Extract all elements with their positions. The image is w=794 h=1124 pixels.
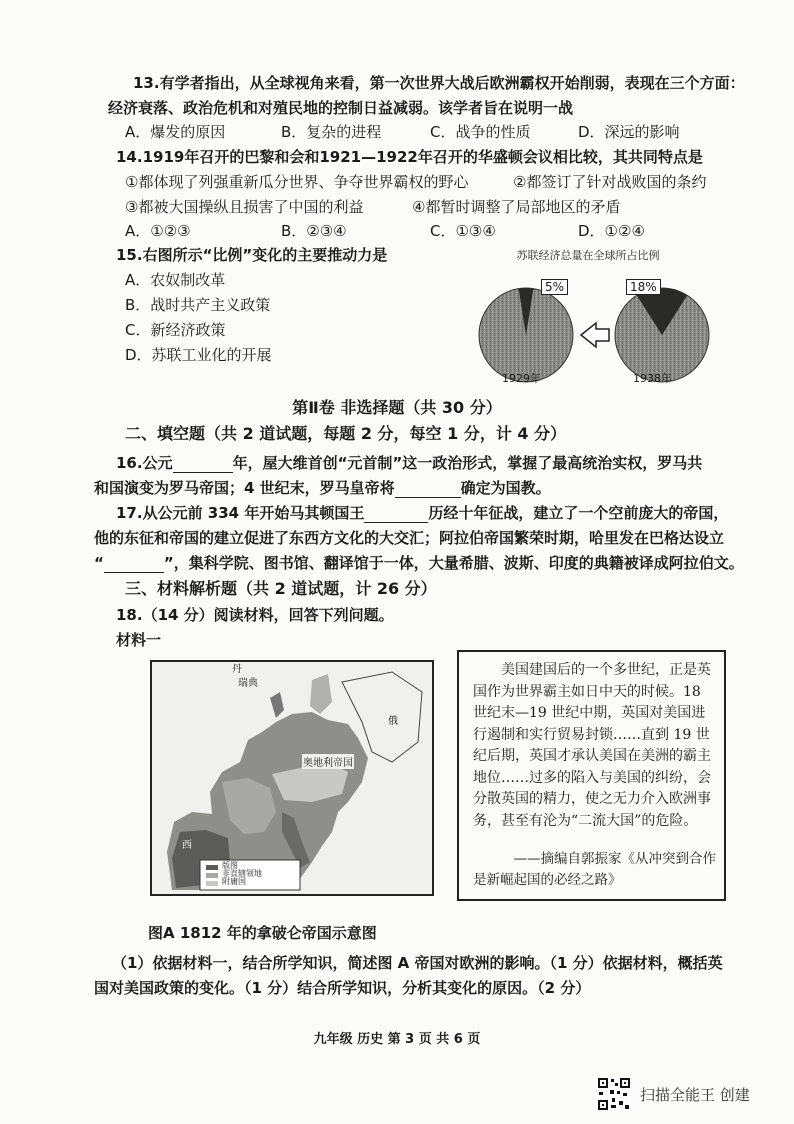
q16-text-b: 年，屋大维首创“元首制”这一政治形式，掌握了最高统治实权，罗马共 — [232, 454, 703, 472]
q17-line1 — [116, 503, 728, 523]
q16-line1 — [116, 453, 702, 473]
map-label-russia: 俄 — [388, 716, 398, 727]
map-label-denmark: 丹 — [232, 664, 242, 675]
pie-1929-value-label: 5% — [541, 279, 568, 295]
q13-option-b: B．复杂的进程 — [281, 123, 382, 141]
map-legend-1: 版图 — [222, 861, 238, 870]
q15-option-c: C．新经济政策 — [125, 321, 226, 339]
q14-item-3: ③都被大国操纵且损害了中国的利益 — [125, 198, 364, 216]
scanner-watermark: 扫描全能王 创建 — [640, 1086, 750, 1104]
q17-blank-1[interactable] — [364, 506, 428, 523]
q17-text-e: ”，集科学院、图书馆、翻译馆于一体，大量希腊、波斯、印度的典籍被译成阿拉伯文。 — [163, 554, 744, 572]
q16-blank-2[interactable] — [395, 481, 461, 498]
q17-blank-2[interactable] — [104, 556, 164, 573]
q14-stem: 14.1919年召开的巴黎和会和1921—1922年召开的华盛顿会议相比较，其共同特点是 — [116, 148, 703, 166]
pie-1938-value-label: 18% — [626, 279, 661, 295]
map-caption: 图A 1812 年的拿破仑帝国示意图 — [148, 924, 377, 942]
q17-text-a: 17.从公元前 334 年开始马其顿国王 — [116, 504, 365, 522]
arrow-right-icon — [581, 323, 609, 347]
qr-code-icon — [597, 1077, 631, 1111]
q17-text-b: 历经十年征战，建立了一个空前庞大的帝国， — [428, 504, 729, 522]
q14-item-4: ④都暂时调整了局部地区的矛盾 — [412, 198, 621, 216]
material1-label: 材料一 — [116, 631, 162, 649]
material1-source-line1: ——摘编自郭振家《从冲突到合作 — [513, 851, 716, 867]
q14-option-a: A．①②③ — [125, 222, 191, 240]
map-label-austria: 奥地利帝国 — [302, 754, 354, 769]
pie-1929-year-label: 1929年 — [502, 372, 541, 385]
q14-option-c: C．①③④ — [430, 222, 496, 240]
material1-source-line2: 是新崛起国的必经之路》 — [473, 872, 622, 888]
material1-body: 美国建国后的一个多世纪，正是英国作为世界霸主如日中天的时候。18 世纪末—19 世纪中期，英国对美国进行遏制和实行贸易封锁……直到 19 世纪后期，英国才承认美国在美洲的霸主地位……过多的陷入与美国的纠纷，会分散英国的精力，使之无力介入欧洲事务，甚至有沦为“二流大国”的危险。 — [473, 662, 711, 829]
q13-option-a: A．爆发的原因 — [125, 123, 226, 141]
map-label-sweden: 瑞典 — [238, 678, 258, 689]
q13-line2: 经济衰落、政治危机和对殖民地的控制日益减弱。该学者旨在说明一战 — [108, 99, 574, 117]
map-legend-3: 附庸国 — [222, 877, 246, 886]
material1-textbox — [457, 650, 726, 901]
chart-title: 苏联经济总量在全球所占比例 — [516, 249, 660, 262]
map-legend-2: 非直辖领地 — [222, 869, 262, 878]
page-footer: 九年级 历史 第 3 页 共 6 页 — [313, 1032, 481, 1047]
q14-option-b: B．②③④ — [281, 222, 347, 240]
part2-title: 第Ⅱ卷 非选择题（共 30 分） — [292, 398, 502, 417]
q14-item-1: ①都体现了列强重新瓜分世界、争夺世界霸权的野心 — [125, 173, 469, 191]
q14-option-d: D．①②④ — [578, 222, 645, 240]
pie-1938-year-label: 1938年 — [633, 372, 672, 385]
q18-1-line1: （1）依据材料一，结合所学知识，简述图 A 帝国对欧洲的影响。（1 分）依据材料，概括英 — [112, 954, 723, 972]
q15-stem: 15.右图所示“比例”变化的主要推动力是 — [116, 246, 388, 264]
q15-option-b: B．战时共产主义政策 — [125, 296, 271, 314]
q16-text-d: 确定为国教。 — [460, 479, 551, 497]
q17-text-d: “ — [94, 554, 104, 572]
q16-blank-1[interactable] — [173, 456, 233, 473]
q16-text-a: 16.公元 — [116, 454, 173, 472]
material-heading: 三、材料解析题（共 2 道试题，计 26 分） — [125, 579, 437, 598]
q18-1-line2: 国对美国政策的变化。（1 分）结合所学知识，分析其变化的原因。（2 分） — [94, 979, 591, 997]
napoleon-empire-map — [150, 660, 434, 896]
q18-stem: 18.（14 分）阅读材料，回答下列问题。 — [116, 606, 394, 624]
q13-line1: 13.有学者指出，从全球视角来看，第一次世界大战后欧洲霸权开始削弱，表现在三个方面： — [133, 74, 745, 92]
q16-line2 — [94, 478, 551, 498]
q17-line2: 他的东征和帝国的建立促进了东西方文化的大交汇；阿拉伯帝国繁荣时期，哈里发在巴格达设立 — [94, 529, 725, 547]
q15-option-d: D．苏联工业化的开展 — [125, 346, 272, 364]
q14-item-2: ②都签订了针对战败国的条约 — [513, 173, 707, 191]
q16-text-c: 和国演变为罗马帝国；4 世纪末，罗马皇帝将 — [94, 479, 395, 497]
map-graphic — [152, 662, 432, 894]
fill-in-heading: 二、填空题（共 2 道试题，每题 2 分，每空 1 分，计 4 分） — [125, 424, 567, 443]
q13-option-d: D．深远的影响 — [578, 123, 680, 141]
q13-option-c: C．战争的性质 — [430, 123, 531, 141]
q17-line3 — [94, 553, 744, 573]
q15-option-a: A．农奴制改革 — [125, 271, 226, 289]
pie-chart-figure — [474, 265, 714, 387]
map-label-spain: 西 — [182, 840, 192, 851]
